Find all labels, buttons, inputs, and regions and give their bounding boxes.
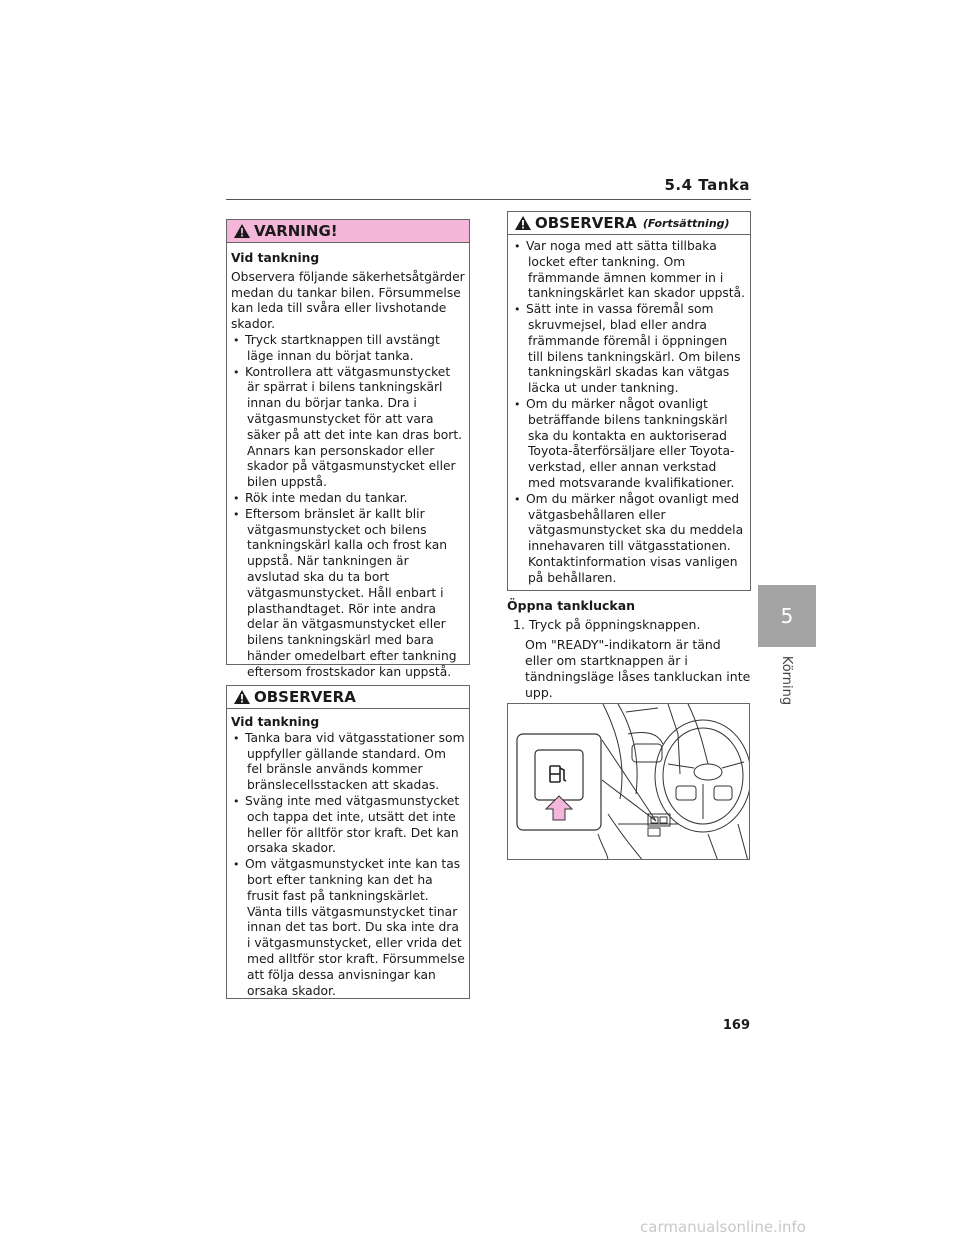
fuel-door-illustration xyxy=(507,703,750,860)
notice-title: OBSERVERA xyxy=(254,688,356,706)
warning-section-title: Vid tankning xyxy=(231,251,320,265)
section-header: 5.4 Tanka xyxy=(664,176,750,194)
notice-continued-list xyxy=(512,239,746,587)
notice-box-header xyxy=(227,686,469,709)
procedure-heading: Öppna tankluckan xyxy=(507,598,636,613)
chapter-label: Körning xyxy=(779,655,795,705)
procedure-step: 1. Tryck på öppningsknappen. xyxy=(513,617,701,632)
notice-continued-subtitle: (Fortsättning) xyxy=(642,216,730,230)
warning-triangle-icon xyxy=(233,223,251,239)
notice-list xyxy=(231,731,465,1000)
list-item: • Om du märker något ovanligt med vätgasbehållaren eller vätgasmunstycket ska du meddela innehavaren till vätgasstationen. Kontaktinformation visas vanligen på behållaren. xyxy=(512,492,746,587)
list-item: • Rök inte medan du tankar. xyxy=(231,491,465,507)
list-item: • Om du märker något ovanligt beträffande bilens tankningskärl ska du kontakta en auktoriserad Toyota-återförsäljare eller Toyota-verkstad, eller annan verkstad med motsvarande kvalifikationer. xyxy=(512,397,746,492)
list-item: • Om vätgasmunstycket inte kan tas bort efter tankning kan det ha frusit fast på tankningskärlet. Vänta tills vätgasmunstycket tinar innan det tas bort. Du ska inte dra i vätgasmunstycket, eller vrida det med alltför stor kraft. Försummelse att följa dessa anvisningar kan orsaka skador. xyxy=(231,857,465,999)
list-item: • Eftersom bränslet är kallt blir vätgasmunstycket och bilens tankningskärl kalla och frost kan uppstå. När tankningen är avslutad ska du ta bort vätgasmunstycket. Håll enbart i plasthandtaget. Rör inte andra delar än vätgasmunstycket eller bilens tankningskärl med bara händer omedelbart efter tankning eftersom frostskador kan uppstå. xyxy=(231,507,465,681)
notice-continued-title: OBSERVERA xyxy=(535,214,637,232)
notice-section-title: Vid tankning xyxy=(231,715,320,729)
warning-triangle-icon xyxy=(514,215,532,231)
warning-title: VARNING! xyxy=(254,222,338,240)
list-item: • Var noga med att sätta tillbaka locket efter tankning. Om främmande ämnen kommer in i tankningskärlet kan skador uppstå. xyxy=(512,239,746,302)
list-item: • Sätt inte in vassa föremål som skruvmejsel, blad eller andra främmande föremål i öppningen till bilens tankningskärl. Om bilens tankningskärl skadas kan vätgas läcka ut under tankning. xyxy=(512,302,746,397)
warning-box xyxy=(226,219,470,679)
list-item: • Kontrollera att vätgasmunstycket är spärrat i bilens tankningskärl innan du börjar tanka. Dra i vätgasmunstycket för att vara säker på att det inte kan dras bort. Annars kan personskador eller skador på vätgasmunstycket eller bilen uppstå. xyxy=(231,365,465,491)
header-rule xyxy=(226,199,751,200)
warning-triangle-icon xyxy=(233,689,251,705)
list-item: • Tryck startknappen till avstängt läge innan du börjat tanka. xyxy=(231,333,465,365)
procedure-step-detail: Om "READY"-indikatorn är tänd eller om startknappen är i tändningsläge låses tankluckan inte upp. xyxy=(525,637,751,700)
warning-list xyxy=(231,333,465,681)
notice-continued-header xyxy=(508,212,750,235)
warning-intro: Observera följande säkerhetsåtgärder medan du tankar bilen. Försummelse kan leda till svåra eller livshotande skador. xyxy=(231,269,465,332)
notice-continued-box xyxy=(507,211,751,591)
dashboard-illustration xyxy=(508,704,750,860)
list-item: • Sväng inte med vätgasmunstycket och tappa det inte, utsätt det inte heller för alltför stor kraft. Det kan orsaka skador. xyxy=(231,794,465,857)
page-number: 169 xyxy=(722,1018,750,1033)
warning-box-header xyxy=(227,220,469,243)
chapter-tab: 5 xyxy=(758,585,816,647)
watermark: carmanualsonline.info xyxy=(640,1218,806,1236)
notice-box xyxy=(226,685,470,999)
list-item: • Tanka bara vid vätgasstationer som uppfyller gällande standard. Om fel bränsle används kommer bränslecellsstacken att skadas. xyxy=(231,731,465,794)
